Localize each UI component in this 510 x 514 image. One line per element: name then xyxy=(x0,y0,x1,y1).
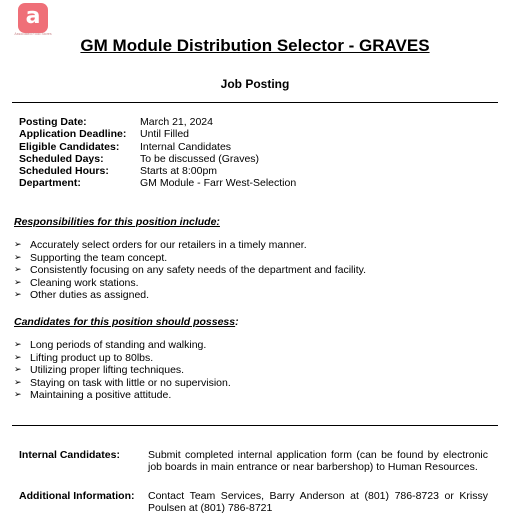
list-item xyxy=(14,389,231,402)
detail-value: Until Filled xyxy=(140,128,190,141)
bullet-arrow-icon: ➢ xyxy=(14,252,22,263)
detail-row xyxy=(19,116,296,128)
bullet-arrow-icon: ➢ xyxy=(14,265,22,275)
detail-label: Posting Date: xyxy=(19,116,87,128)
list-item xyxy=(14,364,231,377)
page-title xyxy=(0,36,510,56)
detail-label: Department: xyxy=(19,177,81,190)
detail-label: Application Deadline: xyxy=(19,128,127,141)
list-item xyxy=(14,264,366,277)
internal-candidates-info xyxy=(19,449,488,473)
list-item-text: Long periods of standing and walking. xyxy=(30,339,207,351)
list-item-text: Consistently focusing on any safety needs of the department and facility. xyxy=(30,264,366,276)
detail-row xyxy=(19,177,296,189)
bullet-arrow-icon: ➢ xyxy=(14,390,22,400)
list-item xyxy=(14,352,231,365)
list-item-text: Accurately select orders for our retailers in a timely manner. xyxy=(30,239,307,251)
list-item xyxy=(14,339,231,352)
detail-value: To be discussed (Graves) xyxy=(140,152,260,165)
additional-info-text: Contact Team Services, Barry Anderson at (801) 786-8723 or Krissy Poulsen at (801) 786-8721 xyxy=(148,490,488,514)
company-logo xyxy=(18,3,48,33)
posting-details xyxy=(19,116,296,190)
page-title-text: GM Module Distribution Selector - GRAVES xyxy=(80,36,430,55)
bullet-arrow-icon: ➢ xyxy=(14,352,22,363)
list-item-text: Supporting the team concept. xyxy=(30,251,168,264)
internal-candidates-text: Submit completed internal application form (can be found by electronic job boards in main entrance or near barbershop) to Human Resources. xyxy=(148,449,488,474)
list-item xyxy=(14,289,366,302)
detail-value: GM Module - Farr West-Selection xyxy=(140,177,297,190)
detail-label: Eligible Candidates: xyxy=(19,140,120,153)
detail-value: Starts at 8:00pm xyxy=(140,165,218,178)
logo-glyph: a xyxy=(25,4,41,29)
detail-row xyxy=(19,165,296,177)
additional-info-label: Additional Information: xyxy=(19,490,135,502)
detail-label: Scheduled Days: xyxy=(19,152,104,165)
list-item-text: Maintaining a positive attitude. xyxy=(30,389,172,401)
page-subtitle: Job Posting xyxy=(220,77,290,91)
responsibilities-heading xyxy=(14,216,220,228)
bullet-arrow-icon: ➢ xyxy=(14,290,22,300)
candidates-heading xyxy=(14,316,239,328)
list-item xyxy=(14,377,231,390)
list-item xyxy=(14,252,366,265)
detail-row xyxy=(19,153,296,165)
bullet-arrow-icon: ➢ xyxy=(14,277,22,288)
bullet-arrow-icon: ➢ xyxy=(14,340,22,350)
list-item xyxy=(14,277,366,290)
bullet-arrow-icon: ➢ xyxy=(14,240,22,250)
responsibilities-heading-text: Responsibilities for this position include: xyxy=(14,216,220,228)
list-item-text: Cleaning work stations. xyxy=(30,276,139,289)
detail-row xyxy=(19,128,296,140)
list-item-text: Utilizing proper lifting techniques. xyxy=(30,364,185,376)
divider-bottom xyxy=(12,425,498,426)
candidates-list xyxy=(14,339,231,402)
responsibilities-list xyxy=(14,239,366,302)
list-item-text: Other duties as assigned. xyxy=(30,289,150,301)
internal-candidates-label: Internal Candidates: xyxy=(19,449,120,461)
candidates-heading-colon: : xyxy=(235,316,239,328)
detail-value: March 21, 2024 xyxy=(140,116,213,128)
bullet-arrow-icon: ➢ xyxy=(14,377,22,388)
logo-caption: Associated Food Stores xyxy=(14,32,52,36)
additional-info xyxy=(19,490,488,514)
candidates-heading-text: Candidates for this position should possess xyxy=(14,316,236,328)
list-item xyxy=(14,239,366,252)
detail-value: Internal Candidates xyxy=(140,140,232,153)
list-item-text: Staying on task with little or no supervision. xyxy=(30,376,231,389)
list-item-text: Lifting product up to 80lbs. xyxy=(30,351,154,364)
detail-label: Scheduled Hours: xyxy=(19,165,109,178)
bullet-arrow-icon: ➢ xyxy=(14,365,22,375)
divider-top xyxy=(12,102,498,103)
detail-row xyxy=(19,141,296,153)
